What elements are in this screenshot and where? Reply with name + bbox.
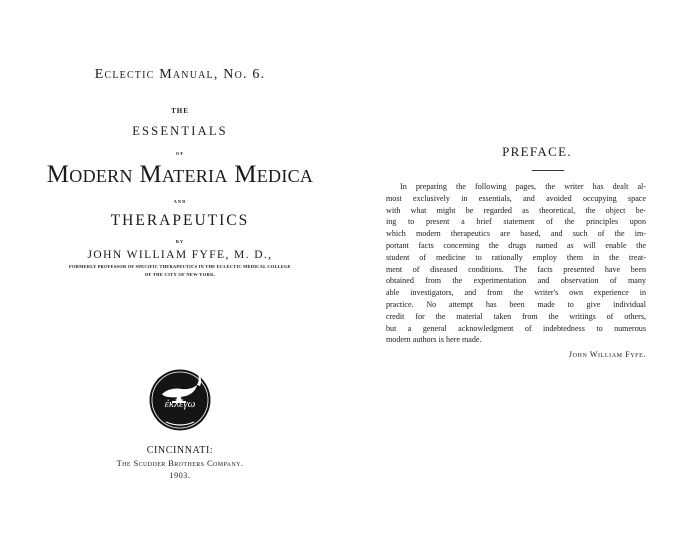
author-affiliation-line1: FORMERLY PROFESSOR OF SPECIFIC THERAPEUTICS IN THE ECLECTIC MEDICAL COLLEGE (69, 264, 291, 269)
preface-page (360, 0, 700, 540)
connector-and: AND (173, 199, 187, 204)
preface-line: practice. No attempt has been made to give individual (386, 299, 646, 309)
publisher-name: The Scudder Brothers Company. (116, 458, 244, 468)
series-title: Eclectic Manual, No. 6. (94, 67, 266, 82)
preface-line: ing to present a brief statement of the principles upon (386, 217, 646, 227)
connector-by: BY (175, 239, 185, 244)
essentials-heading: ESSENTIALS (132, 124, 228, 138)
preface-line: modern authors is here made. (386, 335, 482, 345)
lamp-emblem-icon (148, 368, 212, 432)
connector-of: OF (175, 151, 185, 156)
preface-paragraph (386, 181, 646, 346)
preface-line: ment of diseased conditions. The facts presented have been (386, 264, 646, 274)
preface-line: In preparing the following pages, the writer has dealt al- (400, 182, 646, 191)
preface-line: which modern therapeutics are based, and such of the im- (386, 229, 646, 239)
preface-line: credit for the material taken from the writings of others, (386, 311, 646, 321)
book-title: Modern Materia Medica (46, 161, 314, 188)
heading-rule (532, 170, 564, 171)
preface-line: but a general acknowledgment of indebtedness to numerous (386, 323, 646, 333)
author-name: JOHN WILLIAM FYFE, M. D., (87, 249, 273, 261)
preface-line: able investigators, and from the writer's own experience in (386, 288, 646, 298)
preface-line: with what might be regarded as theoretical, the object be- (386, 205, 646, 215)
preface-line: most exclusively in essentials, and avoided occupying space (386, 193, 646, 203)
preface-signature: John William Fyfe. (568, 350, 646, 359)
preface-line: portant facts concerning the drugs named as will enable the (386, 240, 646, 250)
therapeutics-heading: THERAPEUTICS (110, 212, 250, 229)
article-the: THE (171, 107, 189, 115)
publication-year: 1903. (169, 471, 191, 480)
preface-line: obtained from the experimentation and observation of many (386, 276, 646, 286)
emblem-motto: ἐκλέγω (164, 398, 196, 410)
author-affiliation-line2: OF THE CITY OF NEW YORK. (144, 272, 216, 277)
preface-line: student of medicine to rationally employ them in the treat- (386, 252, 646, 262)
preface-heading: PREFACE. (502, 144, 572, 159)
publisher-city: CINCINNATI: (146, 445, 214, 456)
